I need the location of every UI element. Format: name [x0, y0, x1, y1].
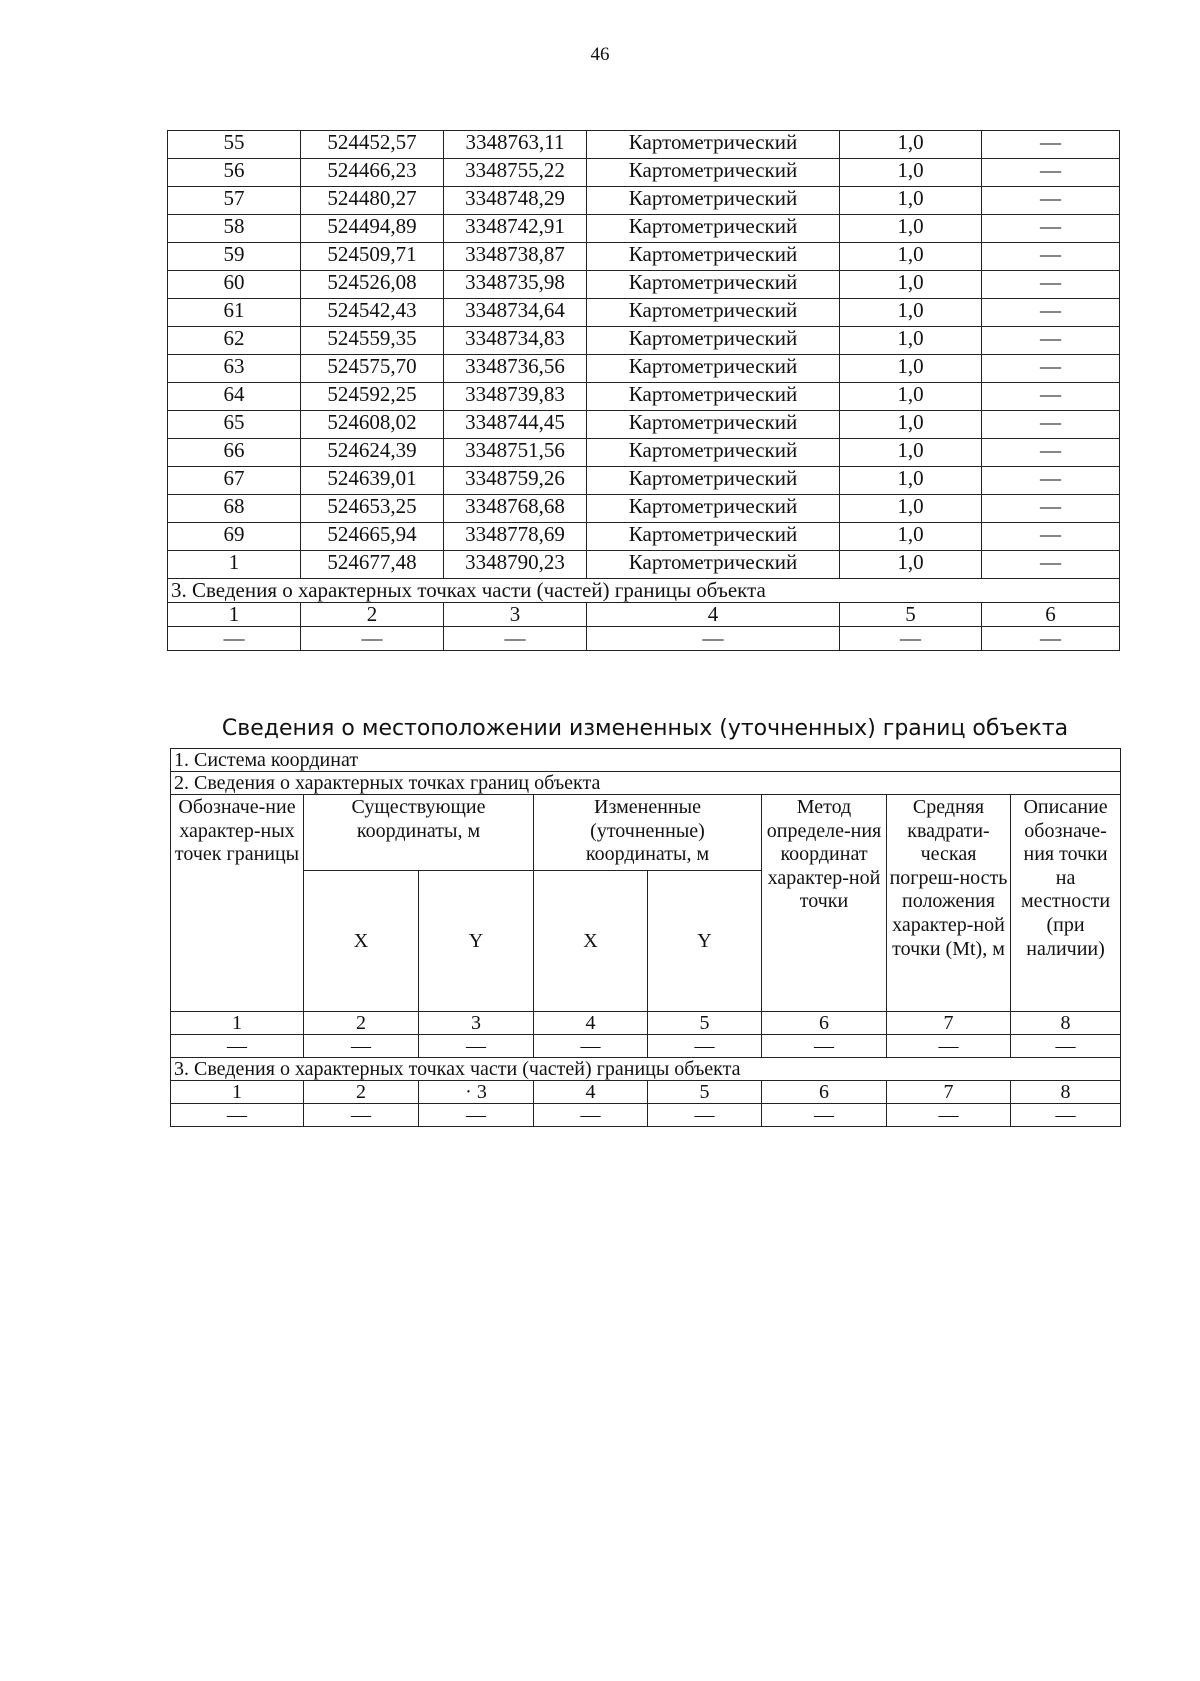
accuracy-cell: 1,0	[840, 551, 982, 579]
description-cell: —	[982, 355, 1120, 383]
index-cell: 1	[171, 1012, 304, 1035]
index-cell: 3	[444, 603, 587, 627]
x-coordinate-cell: 524526,08	[301, 271, 444, 299]
table-row	[168, 467, 1120, 495]
x-coordinate-cell: 524466,23	[301, 159, 444, 187]
table-row	[168, 383, 1120, 411]
y-coordinate-cell: 3348748,29	[444, 187, 587, 215]
x-coordinate-cell: 524677,48	[301, 551, 444, 579]
x-coordinate-cell: 524509,71	[301, 243, 444, 271]
index-cell: 1	[171, 1081, 304, 1104]
index-cell: 8	[1011, 1012, 1121, 1035]
index-cell: 7	[887, 1081, 1011, 1104]
index-cell: 5	[648, 1012, 762, 1035]
dash-cell: —	[304, 1104, 419, 1127]
y-coordinate-cell: 3348763,11	[444, 131, 587, 159]
dash-cell: —	[762, 1035, 887, 1058]
page-number: 46	[590, 44, 610, 65]
header-row	[171, 795, 1121, 871]
x-coordinate-cell: 524542,43	[301, 299, 444, 327]
description-cell: —	[982, 187, 1120, 215]
index-cell: 4	[587, 603, 840, 627]
x-coordinate-cell: 524639,01	[301, 467, 444, 495]
y-coordinate-cell: 3348755,22	[444, 159, 587, 187]
coordinates-table	[167, 130, 1120, 651]
table-row	[168, 215, 1120, 243]
accuracy-cell: 1,0	[840, 523, 982, 551]
table-row	[168, 411, 1120, 439]
dash-cell: —	[762, 1104, 887, 1127]
dash-cell: —	[1011, 1104, 1121, 1127]
dash-cell: —	[534, 1104, 648, 1127]
dash-cell: —	[534, 1035, 648, 1058]
index-cell: 3	[419, 1012, 534, 1035]
y-coordinate-cell: 3348759,26	[444, 467, 587, 495]
column-index-row	[168, 603, 1120, 627]
index-cell: 7	[887, 1012, 1011, 1035]
index-cell: 6	[762, 1081, 887, 1104]
y-coordinate-cell: 3348739,83	[444, 383, 587, 411]
y-coordinate-cell: 3348735,98	[444, 271, 587, 299]
column-index-row	[171, 1081, 1121, 1104]
point-id-cell: 55	[168, 131, 301, 159]
table-row	[168, 131, 1120, 159]
index-cell: 4	[534, 1081, 648, 1104]
table-row	[168, 495, 1120, 523]
accuracy-cell: 1,0	[840, 271, 982, 299]
dash-cell: —	[1011, 1035, 1121, 1058]
point-id-cell: 65	[168, 411, 301, 439]
index-cell: 2	[301, 603, 444, 627]
description-cell: —	[982, 551, 1120, 579]
table-row	[168, 551, 1120, 579]
x-coordinate-cell: 524559,35	[301, 327, 444, 355]
point-id-cell: 62	[168, 327, 301, 355]
method-cell: Картометрический	[587, 327, 840, 355]
accuracy-cell: 1,0	[840, 187, 982, 215]
dash-cell: —	[304, 1035, 419, 1058]
accuracy-cell: 1,0	[840, 159, 982, 187]
index-cell: 8	[1011, 1081, 1121, 1104]
method-cell: Картометрический	[587, 215, 840, 243]
x-coordinate-cell: 524480,27	[301, 187, 444, 215]
dash-cell: —	[444, 627, 587, 651]
x-coordinate-cell: 524624,39	[301, 439, 444, 467]
point-id-cell: 64	[168, 383, 301, 411]
empty-data-row	[171, 1035, 1121, 1058]
description-cell: —	[982, 495, 1120, 523]
header-x-existing: X	[304, 871, 419, 1012]
empty-data-row	[168, 627, 1120, 651]
table-row	[168, 439, 1120, 467]
header-designation: Обозначе-ние характер-ных точек границы	[171, 795, 304, 1012]
method-cell: Картометрический	[587, 131, 840, 159]
description-cell: —	[982, 439, 1120, 467]
method-cell: Картометрический	[587, 355, 840, 383]
description-cell: —	[982, 243, 1120, 271]
index-cell: 5	[648, 1081, 762, 1104]
method-cell: Картометрический	[587, 159, 840, 187]
accuracy-cell: 1,0	[840, 327, 982, 355]
description-cell: —	[982, 131, 1120, 159]
y-coordinate-cell: 3348734,64	[444, 299, 587, 327]
point-id-cell: 60	[168, 271, 301, 299]
header-y-changed: Y	[648, 871, 762, 1012]
table-row	[168, 187, 1120, 215]
header-changed-coordinates: Измененные (уточненные) координаты, м	[534, 795, 762, 871]
point-id-cell: 68	[168, 495, 301, 523]
x-coordinate-cell: 524665,94	[301, 523, 444, 551]
dash-cell: —	[587, 627, 840, 651]
accuracy-cell: 1,0	[840, 495, 982, 523]
method-cell: Картометрический	[587, 523, 840, 551]
section-title: Сведения о местоположении измененных (уточненных) границ объекта	[221, 716, 1069, 741]
description-cell: —	[982, 383, 1120, 411]
point-id-cell: 58	[168, 215, 301, 243]
dash-cell: —	[171, 1035, 304, 1058]
x-coordinate-cell: 524494,89	[301, 215, 444, 243]
method-cell: Картометрический	[587, 551, 840, 579]
y-coordinate-cell: 3348742,91	[444, 215, 587, 243]
description-cell: —	[982, 411, 1120, 439]
method-cell: Картометрический	[587, 411, 840, 439]
accuracy-cell: 1,0	[840, 299, 982, 327]
column-index-row	[171, 1012, 1121, 1035]
point-id-cell: 57	[168, 187, 301, 215]
y-coordinate-cell: 3348790,23	[444, 551, 587, 579]
index-cell: 2	[304, 1081, 419, 1104]
section-3-title: 3. Сведения о характерных точках части (частей) границы объекта	[171, 1058, 1121, 1081]
dash-cell: —	[982, 627, 1120, 651]
dash-cell: —	[168, 627, 301, 651]
table-row	[168, 271, 1120, 299]
method-cell: Картометрический	[587, 495, 840, 523]
point-id-cell: 59	[168, 243, 301, 271]
method-cell: Картометрический	[587, 383, 840, 411]
table-row	[168, 159, 1120, 187]
point-id-cell: 66	[168, 439, 301, 467]
coordinate-system-row: 1. Система координат	[171, 749, 1121, 772]
x-coordinate-cell: 524608,02	[301, 411, 444, 439]
dash-cell: —	[648, 1104, 762, 1127]
description-cell: —	[982, 523, 1120, 551]
table-row	[168, 327, 1120, 355]
coordinates-table-body	[168, 131, 1120, 579]
dash-cell: —	[171, 1104, 304, 1127]
y-coordinate-cell: 3348768,68	[444, 495, 587, 523]
x-coordinate-cell: 524653,25	[301, 495, 444, 523]
empty-data-row	[171, 1104, 1121, 1127]
y-coordinate-cell: 3348734,83	[444, 327, 587, 355]
dash-cell: —	[840, 627, 982, 651]
y-coordinate-cell: 3348738,87	[444, 243, 587, 271]
y-coordinate-cell: 3348751,56	[444, 439, 587, 467]
dash-cell: —	[648, 1035, 762, 1058]
header-existing-coordinates: Существующие координаты, м	[304, 795, 534, 871]
index-cell: 4	[534, 1012, 648, 1035]
index-cell: 6	[982, 603, 1120, 627]
accuracy-cell: 1,0	[840, 215, 982, 243]
dash-cell: —	[301, 627, 444, 651]
description-cell: —	[982, 299, 1120, 327]
table-row	[168, 299, 1120, 327]
dash-cell: —	[887, 1104, 1011, 1127]
dash-cell: —	[887, 1035, 1011, 1058]
header-description: Описание обозначе-ния точки на местности (при наличии)	[1011, 795, 1121, 1012]
dash-cell: —	[419, 1035, 534, 1058]
index-cell: · 3	[419, 1081, 534, 1104]
point-id-cell: 63	[168, 355, 301, 383]
y-coordinate-cell: 3348744,45	[444, 411, 587, 439]
method-cell: Картометрический	[587, 439, 840, 467]
accuracy-cell: 1,0	[840, 355, 982, 383]
point-id-cell: 61	[168, 299, 301, 327]
header-y-existing: Y	[419, 871, 534, 1012]
x-coordinate-cell: 524452,57	[301, 131, 444, 159]
changed-boundaries-table	[170, 748, 1121, 1127]
description-cell: —	[982, 327, 1120, 355]
x-coordinate-cell: 524575,70	[301, 355, 444, 383]
index-cell: 1	[168, 603, 301, 627]
table-row	[168, 523, 1120, 551]
dash-cell: —	[419, 1104, 534, 1127]
point-id-cell: 56	[168, 159, 301, 187]
accuracy-cell: 1,0	[840, 131, 982, 159]
description-cell: —	[982, 467, 1120, 495]
point-id-cell: 1	[168, 551, 301, 579]
accuracy-cell: 1,0	[840, 411, 982, 439]
header-mean-error: Средняя квадрати-ческая погреш-ность положения характер-ной точки (Mt), м	[887, 795, 1011, 1012]
method-cell: Картометрический	[587, 467, 840, 495]
header-method: Метод определе-ния координат характер-ной точки	[762, 795, 887, 1012]
description-cell: —	[982, 159, 1120, 187]
method-cell: Картометрический	[587, 187, 840, 215]
accuracy-cell: 1,0	[840, 383, 982, 411]
accuracy-cell: 1,0	[840, 467, 982, 495]
method-cell: Картометрический	[587, 243, 840, 271]
accuracy-cell: 1,0	[840, 439, 982, 467]
header-x-changed: X	[534, 871, 648, 1012]
y-coordinate-cell: 3348778,69	[444, 523, 587, 551]
method-cell: Картометрический	[587, 271, 840, 299]
point-id-cell: 67	[168, 467, 301, 495]
points-info-row: 2. Сведения о характерных точках границ объекта	[171, 772, 1121, 795]
index-cell: 5	[840, 603, 982, 627]
table-row	[168, 243, 1120, 271]
point-id-cell: 69	[168, 523, 301, 551]
section-3-title: 3. Сведения о характерных точках части (частей) границы объекта	[168, 579, 1120, 603]
x-coordinate-cell: 524592,25	[301, 383, 444, 411]
method-cell: Картометрический	[587, 299, 840, 327]
table-row	[168, 355, 1120, 383]
y-coordinate-cell: 3348736,56	[444, 355, 587, 383]
description-cell: —	[982, 215, 1120, 243]
accuracy-cell: 1,0	[840, 243, 982, 271]
description-cell: —	[982, 271, 1120, 299]
index-cell: 6	[762, 1012, 887, 1035]
index-cell: 2	[304, 1012, 419, 1035]
